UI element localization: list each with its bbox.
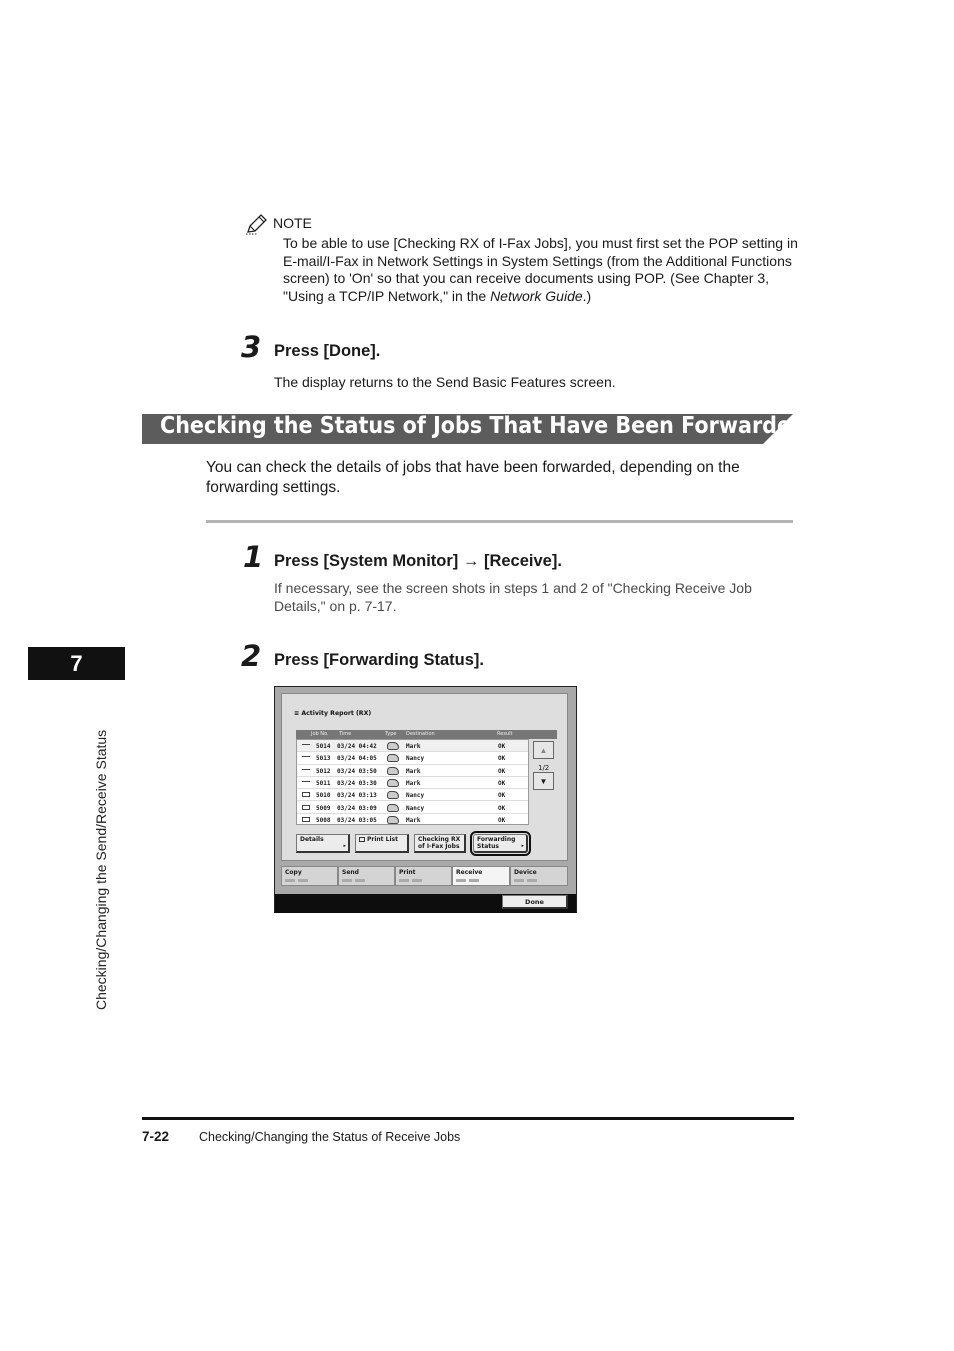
tab-indicator: [399, 879, 409, 882]
print-list-label: Print List: [367, 836, 398, 843]
network-guide-ref: Network Guide: [490, 287, 583, 304]
step-3-desc: The display returns to the Send Basic Features screen.: [274, 374, 616, 390]
receive-icon: [302, 744, 310, 748]
header-result: Result: [497, 731, 513, 737]
tab-indicator: [469, 879, 479, 882]
done-button[interactable]: [502, 895, 568, 909]
table-row[interactable]: [297, 740, 528, 752]
table-row[interactable]: [297, 777, 528, 789]
job-no: 5009: [316, 804, 331, 812]
fax-type-icon: [387, 767, 399, 775]
divider: [206, 520, 793, 523]
printer-icon: [359, 837, 365, 842]
receive-icon: [302, 756, 310, 760]
table-body: [296, 739, 529, 825]
system-monitor-tabs: [281, 866, 568, 886]
tab-print[interactable]: [395, 866, 452, 886]
job-time: 03/24 04:42: [337, 743, 377, 750]
fax-type-icon: [387, 804, 399, 812]
chapter-tab: 7: [28, 647, 125, 680]
note-body-end: .): [582, 287, 592, 304]
forwarding-label: Forwarding: [477, 836, 516, 843]
tab-indicator: [342, 879, 352, 882]
tab-indicator: [285, 879, 295, 882]
checking-rx-label-2: of I-Fax Jobs: [418, 843, 460, 850]
checking-rx-ifax-button[interactable]: [414, 834, 466, 853]
tab-copy[interactable]: [281, 866, 338, 886]
job-no: 5013: [316, 755, 331, 763]
job-no: 5012: [316, 767, 331, 775]
fax-type-icon: [387, 779, 399, 787]
activity-report-panel: [281, 693, 568, 861]
document-icon: [302, 792, 310, 797]
footer-title: Checking/Changing the Status of Receive Jobs: [199, 1130, 461, 1144]
header-destination: Destination: [406, 731, 435, 737]
table-row[interactable]: [297, 814, 528, 826]
step-1-desc: If necessary, see the screen shots in steps 1 and 2 of "Checking Receive Job Details," on p. 7-17.: [274, 580, 752, 614]
done-label: Done: [525, 897, 544, 906]
job-result: OK: [498, 792, 506, 800]
scroll-down-button[interactable]: ▼: [533, 772, 554, 790]
step-2-title: Press [Forwarding Status].: [274, 651, 484, 669]
report-title: ≡ Activity Report (RX): [294, 710, 372, 717]
tab-indicator: [355, 879, 365, 882]
note-body: [283, 235, 798, 305]
note-body-text: To be able to use [Checking RX of I-Fax Jobs], you must first set the POP setting in E-mail/I-Fax in Network Settings in System Settings (from the Additional Functions screen) to 'On' so that you can receive documents using POP. (See Chapter 3, "Using a TCP/IP Network," in the: [283, 235, 798, 304]
table-row[interactable]: [297, 789, 528, 801]
tab-label: Copy: [285, 869, 302, 876]
fax-type-icon: [387, 816, 399, 824]
step-2-number: 2: [241, 639, 262, 673]
table-row[interactable]: [297, 802, 528, 814]
checking-rx-label: Checking RX: [418, 836, 461, 843]
table-row[interactable]: [297, 752, 528, 764]
tab-indicator: [514, 879, 524, 882]
job-destination: Mark: [406, 743, 421, 750]
print-list-button[interactable]: [355, 834, 409, 853]
job-no: 5014: [316, 743, 331, 750]
page-indicator: 1/2: [538, 764, 550, 772]
job-no: 5010: [316, 792, 331, 800]
header-job-no: Job No.: [311, 731, 329, 737]
table-row[interactable]: [297, 765, 528, 777]
header-type: Type: [385, 731, 397, 737]
job-no: 5008: [316, 816, 331, 824]
tab-label: Device: [514, 869, 537, 876]
job-time: 03/24 03:09: [337, 804, 377, 812]
tab-label: Send: [342, 869, 359, 876]
page-number: 7-22: [142, 1129, 170, 1144]
table-header: [296, 730, 557, 739]
job-time: 03/24 03:13: [337, 792, 377, 800]
job-no: 5011: [316, 779, 331, 787]
job-time: 03/24 03:05: [337, 816, 377, 824]
job-result: OK: [498, 755, 506, 763]
section-title: Checking the Status of Jobs That Have Been Forwarded: [160, 413, 806, 439]
job-time: 03/24 03:50: [337, 767, 377, 775]
step-1-title: Press [System Monitor] → [Receive].: [274, 552, 562, 570]
job-destination: Mark: [406, 779, 421, 787]
job-destination: Mark: [406, 767, 421, 775]
tab-indicator: [412, 879, 422, 882]
chevron-right-icon: ▸: [521, 843, 524, 849]
chevron-right-icon: ▸: [343, 843, 346, 849]
job-result: OK: [498, 779, 506, 787]
job-result: OK: [498, 743, 506, 750]
tab-indicator: [298, 879, 308, 882]
tab-label: Print: [399, 869, 416, 876]
device-screenshot: [274, 686, 577, 913]
job-destination: Nancy: [406, 792, 425, 800]
tab-receive[interactable]: [452, 866, 510, 886]
step-1-number: 1: [243, 540, 264, 574]
forwarding-label-2: Status: [477, 843, 499, 850]
job-time: 03/24 03:30: [337, 779, 377, 787]
job-result: OK: [498, 804, 506, 812]
receive-icon: [302, 781, 310, 785]
tab-send[interactable]: [338, 866, 395, 886]
footer-rule: [142, 1117, 794, 1120]
job-time: 03/24 04:05: [337, 755, 377, 763]
receive-icon: [302, 769, 310, 773]
forwarding-status-button[interactable]: [473, 834, 528, 853]
job-destination: Nancy: [406, 804, 425, 812]
tab-label: Receive: [456, 869, 483, 876]
fax-type-icon: [387, 791, 399, 799]
fax-type-icon: [387, 742, 399, 750]
job-destination: Mark: [406, 816, 421, 824]
note-title: NOTE: [273, 215, 312, 231]
pencil-note-icon: [245, 213, 269, 235]
tab-device[interactable]: [510, 866, 568, 886]
fax-type-icon: [387, 754, 399, 762]
tab-indicator: [527, 879, 537, 882]
details-label: Details: [300, 836, 324, 843]
document-icon: [302, 805, 310, 810]
scroll-up-button[interactable]: ▲: [533, 741, 554, 759]
job-destination: Nancy: [406, 755, 425, 763]
step-3-number: 3: [241, 330, 262, 364]
chapter-side-label: Checking/Changing the Send/Receive Status: [93, 729, 109, 1010]
document-icon: [302, 817, 310, 822]
tab-indicator: [456, 879, 466, 882]
section-intro: You can check the details of jobs that have been forwarded, depending on the forwarding settings.: [206, 459, 740, 496]
step-3-title: Press [Done].: [274, 342, 381, 360]
job-result: OK: [498, 767, 506, 775]
job-result: OK: [498, 816, 506, 824]
header-time: Time: [339, 731, 352, 737]
details-button[interactable]: [296, 834, 350, 853]
